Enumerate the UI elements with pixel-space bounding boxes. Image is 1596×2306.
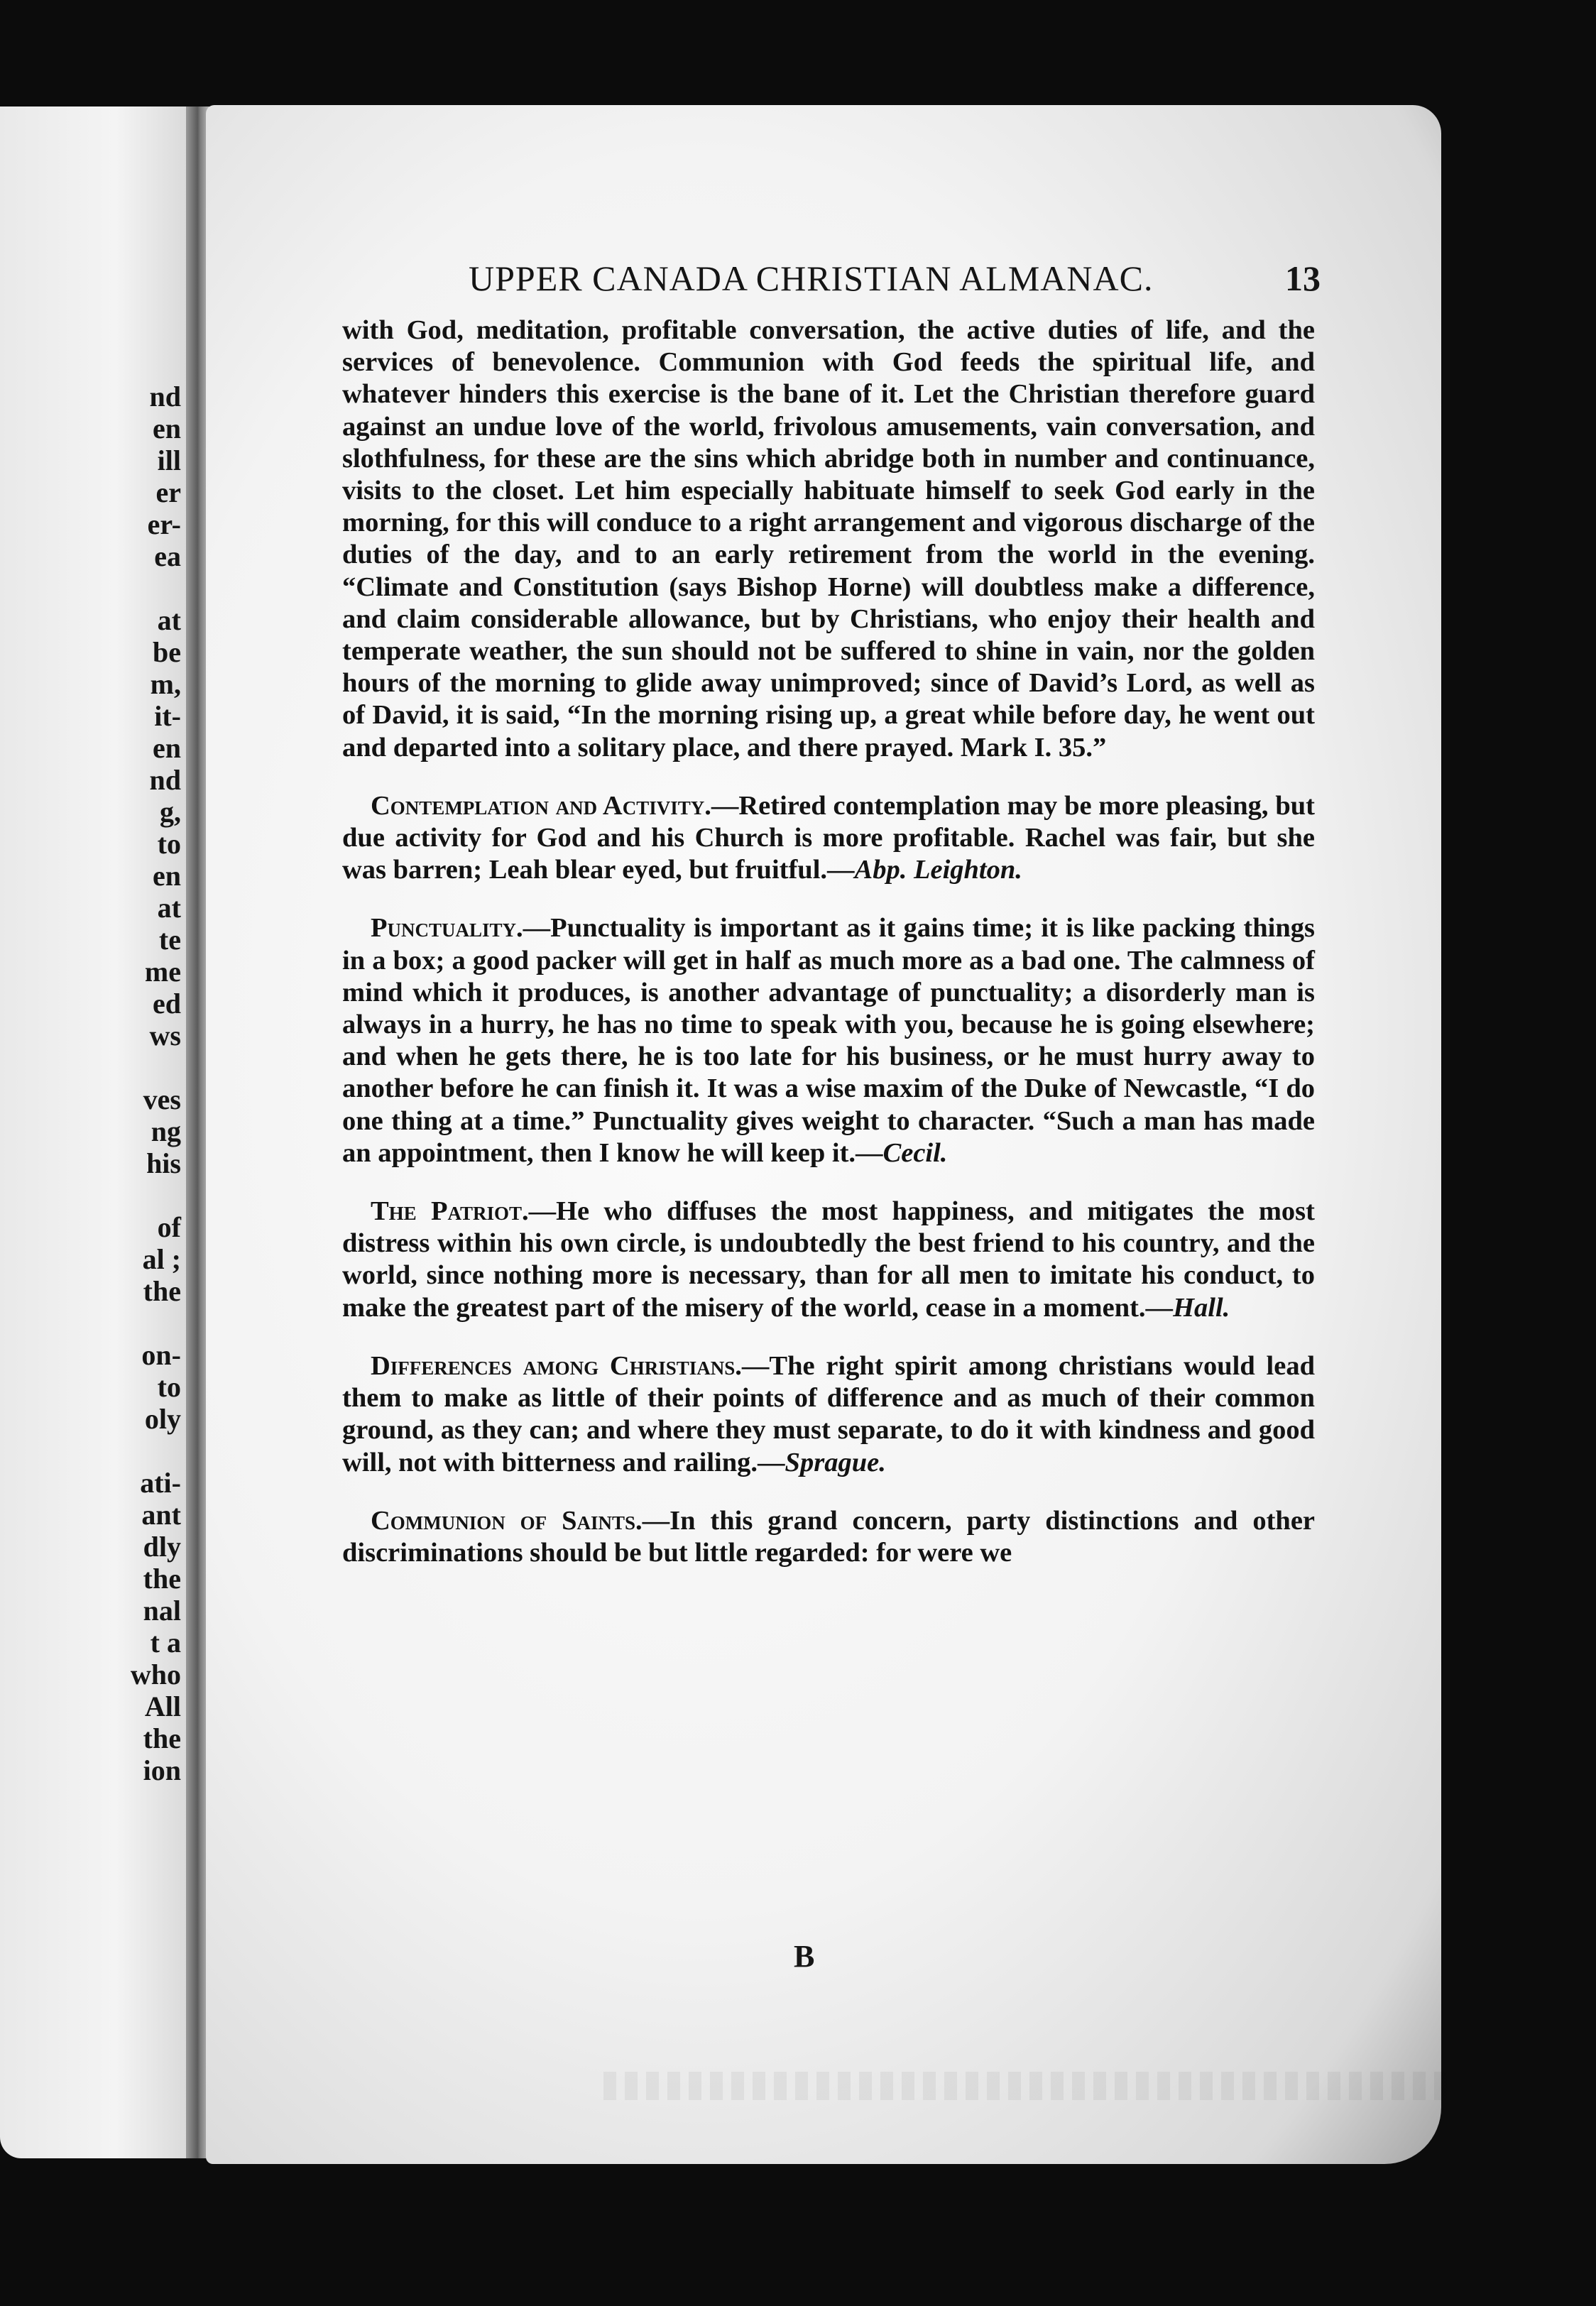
right-page xyxy=(206,105,1441,2164)
left-fragment: at xyxy=(157,892,181,924)
entry-heading: Punctuality. xyxy=(371,913,523,944)
left-fragment: the xyxy=(143,1275,181,1307)
entry-text: —In this grand concern, party distinctions and other discriminations should be but little regarded: for were we xyxy=(342,1505,1316,1568)
left-fragment: t a xyxy=(150,1627,181,1659)
left-fragment: ves xyxy=(143,1083,181,1115)
left-fragment: All xyxy=(144,1690,181,1722)
left-fragment: ion xyxy=(143,1754,181,1786)
entry-punctuality xyxy=(342,912,1315,1169)
left-fragment: at xyxy=(157,604,181,636)
page-number: 13 xyxy=(1285,258,1321,298)
left-fragment: nd xyxy=(149,381,181,412)
left-fragment: ea xyxy=(154,540,181,572)
left-fragment: of xyxy=(157,1211,181,1243)
left-fragment: en xyxy=(153,732,181,764)
entry-heading: The Patriot. xyxy=(371,1196,529,1227)
left-fragment: g, xyxy=(160,796,181,828)
entry-source: Cecil. xyxy=(882,1137,948,1168)
left-fragment: ws xyxy=(149,1020,181,1051)
left-fragment: it- xyxy=(154,700,181,732)
left-fragment: on- xyxy=(141,1339,181,1371)
left-fragment: his xyxy=(146,1147,181,1179)
left-fragment: the xyxy=(143,1722,181,1754)
entry-communion xyxy=(342,1505,1315,1569)
entry-text: —The right spirit among christians would lead them to make as little of their points of difference and as much of their common ground, as they can; and where they must separate, to do it with kindness and good will, not with bitterness and railing.— xyxy=(342,1350,1315,1477)
left-fragment: te xyxy=(158,924,181,956)
signature-mark: B xyxy=(794,1939,815,1974)
left-fragment: ill xyxy=(157,444,181,476)
running-title: UPPER CANADA CHRISTIAN ALMANAC. xyxy=(469,258,1154,298)
left-fragment: al ; xyxy=(142,1243,181,1275)
page-text xyxy=(342,315,1315,1569)
left-fragment: er- xyxy=(147,508,181,540)
left-page xyxy=(0,106,193,2158)
left-fragment: ng xyxy=(151,1115,181,1147)
intro-paragraph: with God, meditation, profitable conversation, the active duties of life, and the services of benevolence. Communion with God feeds the spiritual life, and whatever hinders this exercise is the bane of it. Let the Christian therefore guard against an undue love of the world, frivolous amusements, vain conversation, and slothfulness, for these are the sins which abridge both in number and continuance, visits to the closet. Let him especially habituate himself to seek God early in the morning, for this will conduce to a right arrangement and vigorous discharge of the duties of the day, and to an early retirement from the world in the evening. “Climate and Constitution (says Bishop Horne) will doubtless make a difference, and claim considerable allowance, but by Christians, who enjoy their health and temperate weather, the sun should not be suffered to shine in vain, nor the golden hours of the morning to glide away unimproved; since of David’s Lord, as well as of David, it is said, “In the morning rising up, a great while before day, he went out and departed into a solitary place, and there prayed. Mark I. 35.” xyxy=(342,315,1315,763)
left-fragment: en xyxy=(153,412,181,444)
left-fragment: m, xyxy=(150,668,181,700)
left-fragment: be xyxy=(153,636,181,668)
left-fragment: me xyxy=(144,956,181,988)
left-fragment: nal xyxy=(143,1595,181,1627)
entry-text: —Punctuality is important as it gains time; it is like packing things in a box; a good packer will get in half as much more as a bad one. The calmness of mind which it produces, is another advantage of punctuality; a disorderly man is always in a hurry, he has no time to speak with you, because he is going elsewhere; and when he gets there, he is too late for his business, or he must hurry away to another before he can finish it. It was a wise maxim of the Duke of Newcastle, “I do one thing at a time.” Punctuality gives weight to character. “Such a man has made an appointment, then I know he will keep it.— xyxy=(342,913,1315,1168)
left-fragment: the xyxy=(143,1563,181,1595)
entry-heading: Communion of Saints. xyxy=(371,1505,643,1536)
left-fragment: en xyxy=(153,860,181,892)
entry-source: Sprague. xyxy=(785,1447,886,1477)
left-fragment: oly xyxy=(144,1403,181,1435)
entry-heading: Differences among Christians. xyxy=(371,1350,742,1381)
bleed-through xyxy=(603,2072,1455,2100)
entry-source: Abp. Leighton. xyxy=(854,855,1022,885)
entry-text: —Retired contemplation may be more pleasing, but due activity for God and his Church is more profitable. Rachel was fair, but she was barren; Leah blear eyed, but fruitful.— xyxy=(342,790,1315,885)
entry-patriot xyxy=(342,1196,1315,1324)
left-fragment: er xyxy=(155,476,181,508)
left-fragment: to xyxy=(157,828,181,860)
entry-heading: Contemplation and Activity. xyxy=(371,790,711,821)
left-fragment: ati- xyxy=(140,1467,181,1499)
left-fragment: who xyxy=(130,1659,181,1690)
entry-text: —He who diffuses the most happiness, and mitigates the most distress within his own circle, is undoubtedly the best friend to his country, and the world, since nothing more is necessary, than for all men to imitate his conduct, to make the greatest part of the misery of the world, cease in a moment.— xyxy=(342,1196,1315,1323)
left-fragment: ant xyxy=(141,1499,181,1531)
entry-contemplation xyxy=(342,790,1315,887)
left-fragment: nd xyxy=(149,764,181,796)
entry-source: Hall. xyxy=(1173,1292,1230,1323)
entry-differences xyxy=(342,1350,1315,1479)
left-fragment: dly xyxy=(143,1531,181,1563)
left-fragment: ed xyxy=(153,988,181,1020)
left-fragment: to xyxy=(157,1371,181,1403)
